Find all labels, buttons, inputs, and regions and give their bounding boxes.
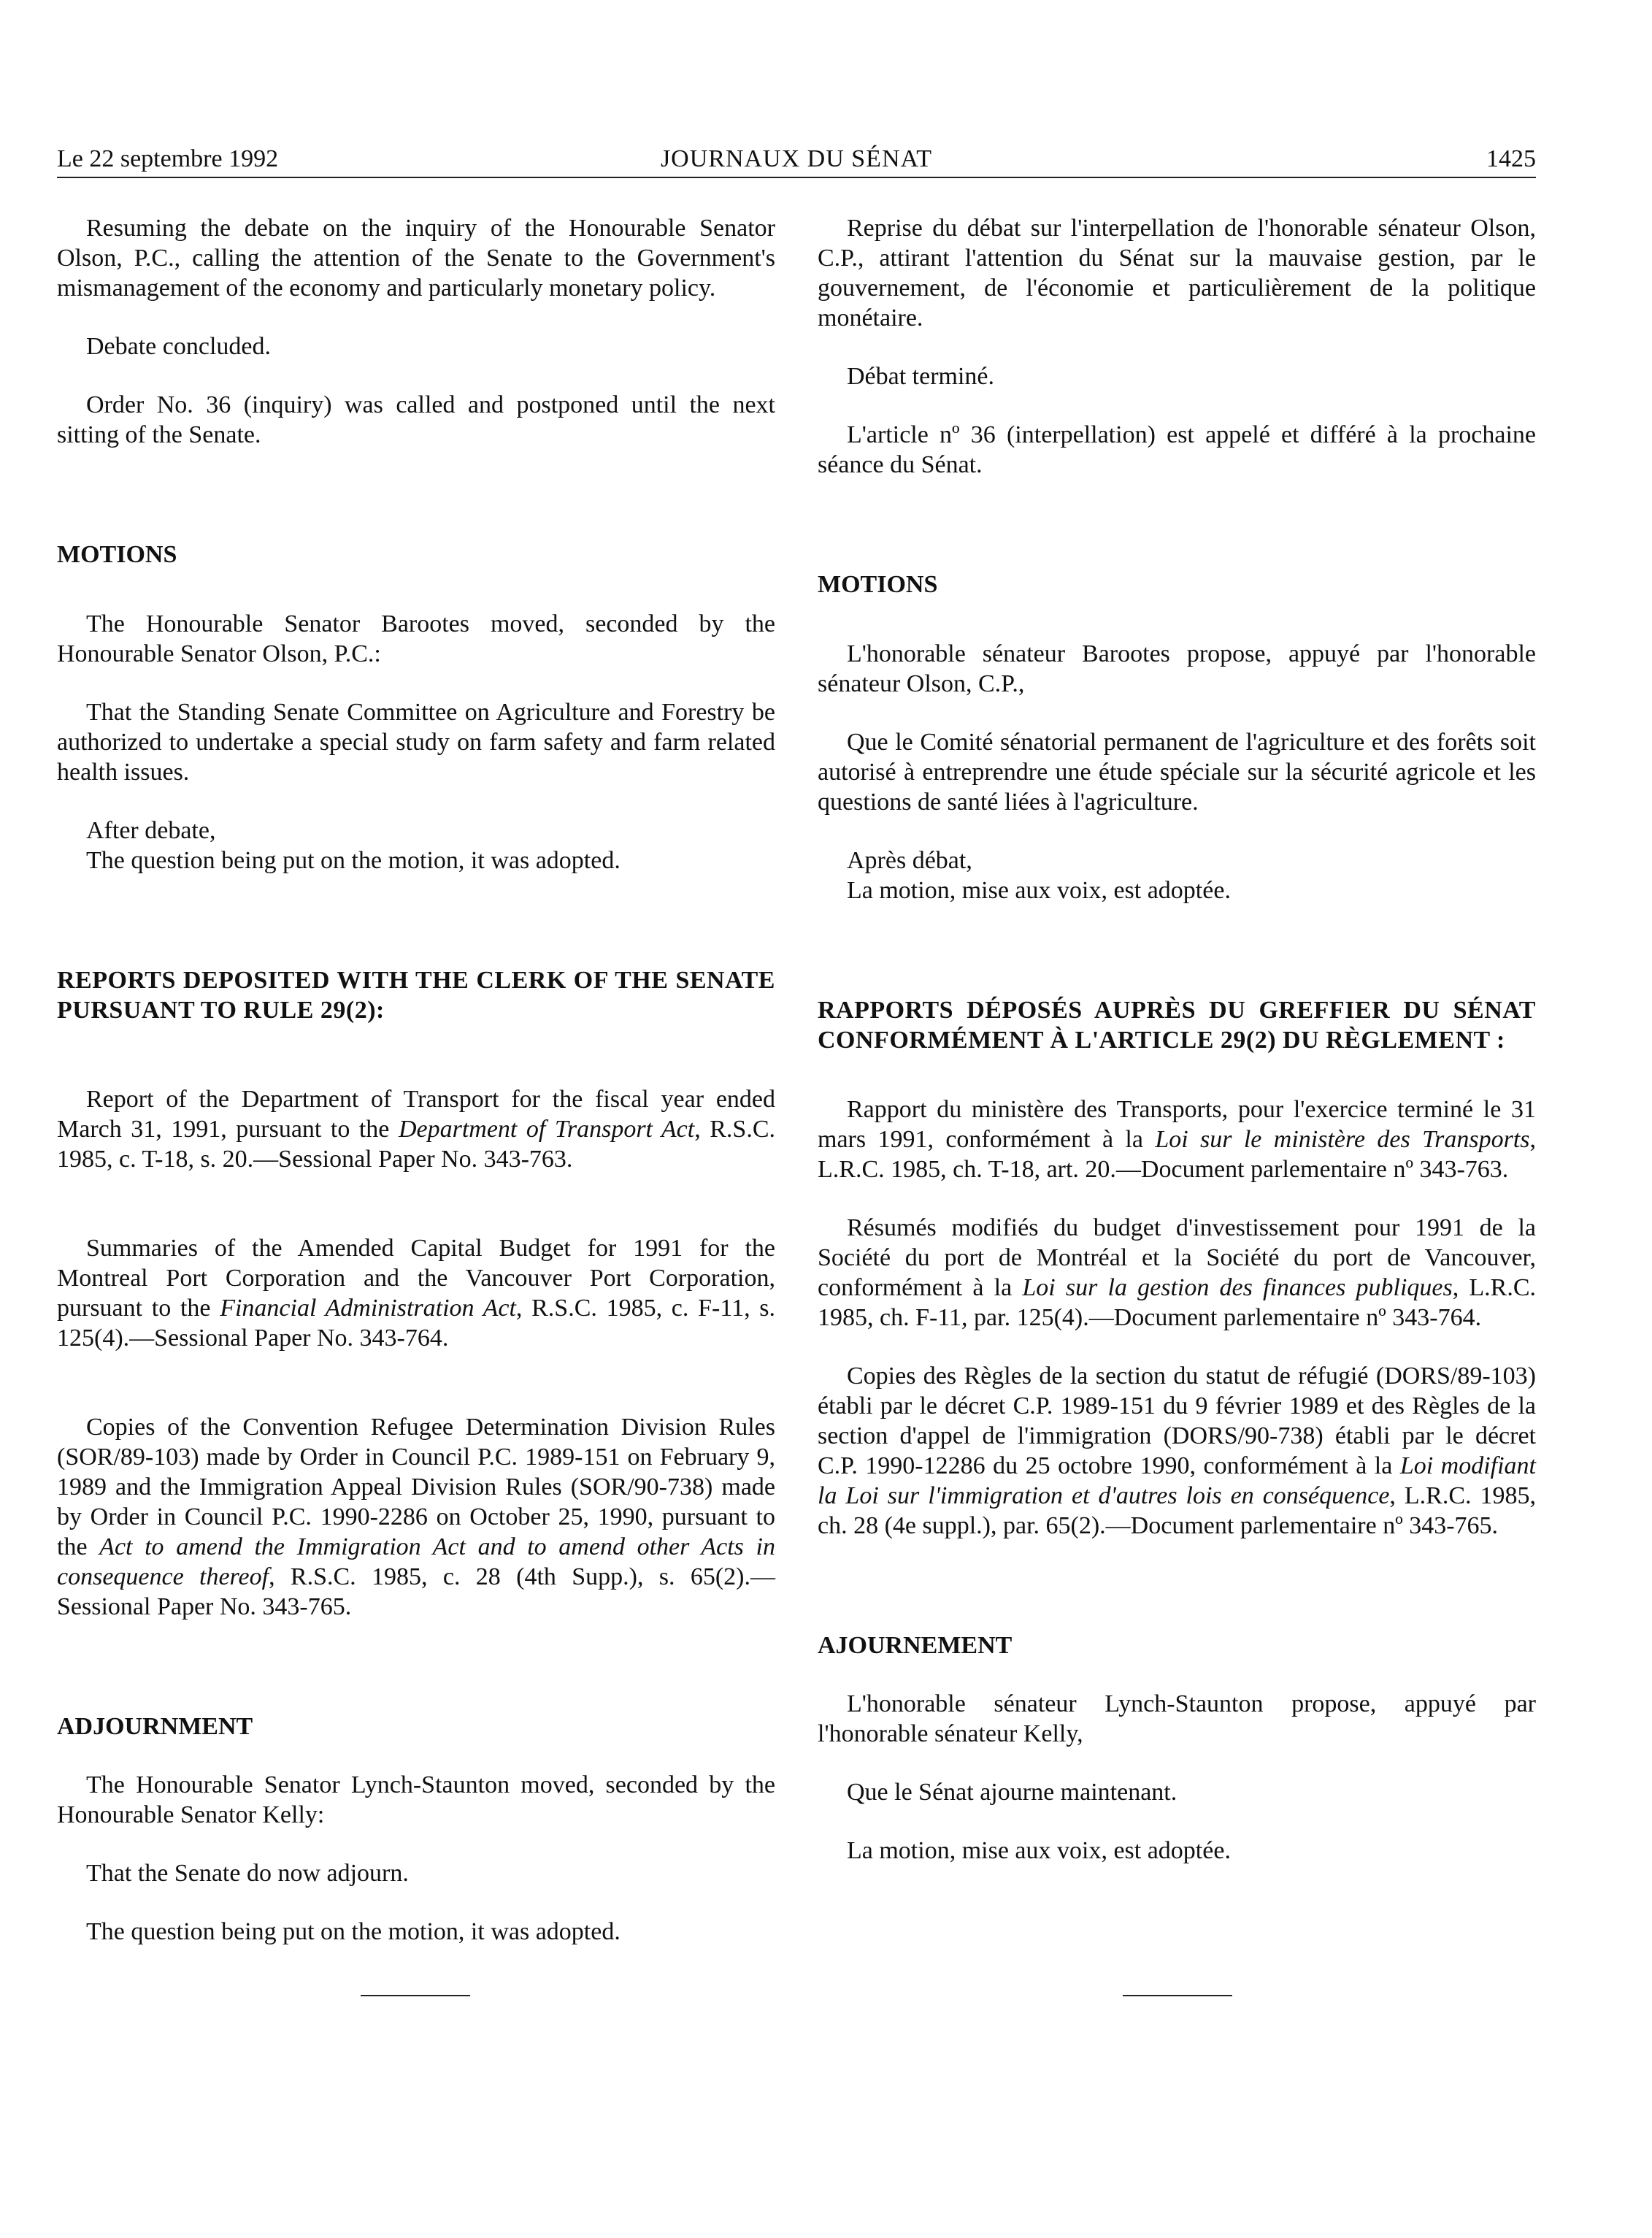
- fr-report-3-text: Copies des Règles de la section du statut de réfugié (DORS/89-103) établi par le décret C.P. 1989-151 du 9 février 1989 et des Règles de la section d'appel de l'immigration (DORS/90-738) établi par le décret C.P. 1990-12286 du 25 octobre 1990, conformément à la: [818, 1363, 1536, 1479]
- fr-end-rule: [1123, 1995, 1232, 1996]
- en-report-2: [57, 1233, 775, 1353]
- en-motion-adopted: The question being put on the motion, it was adopted.: [86, 847, 621, 874]
- fr-debate-resumed: Reprise du débat sur l'interpellation de l'honorable sénateur Olson, C.P., attirant l'attention du Sénat sur la mauvaise gestion, par le gouvernement, de l'économie et particulièrement de la politique monétaire.: [818, 215, 1536, 332]
- en-report-1-act: Department of Transport Act: [398, 1116, 695, 1143]
- en-report-1-text: Report of the Department of Transport for the fiscal year ended March 31, 1991, pursuant to the: [57, 1086, 775, 1143]
- fr-adjournment-heading: AJOURNEMENT: [818, 1632, 1013, 1659]
- fr-report-2: [818, 1213, 1536, 1333]
- en-motions-heading: MOTIONS: [57, 541, 177, 568]
- en-order-postponed: Order No. 36 (inquiry) was called and postponed until the next sitting of the Senate.: [57, 391, 775, 448]
- en-report-1: [57, 1084, 775, 1174]
- fr-reports-heading: RAPPORTS DÉPOSÉS AUPRÈS DU GREFFIER DU SÉNAT CONFORMÉMENT À L'ARTICLE 29(2) DU RÈGLEMENT :: [818, 997, 1536, 1054]
- en-adjournment-heading: ADJOURNMENT: [57, 1713, 253, 1740]
- fr-report-2-citation: , L.R.C. 1985, ch. F-11, par. 125(4).—Document parlementaire nº 343-764.: [818, 1274, 1537, 1331]
- french-column: [818, 213, 1536, 1866]
- en-after-debate: After debate,: [86, 817, 216, 844]
- header-date: Le 22 septembre 1992: [57, 145, 279, 172]
- en-motion-mover: The Honourable Senator Barootes moved, seconded by the Honourable Senator Olson, P.C.:: [57, 610, 775, 667]
- fr-report-2-act: Loi sur la gestion des finances publiques: [1022, 1274, 1453, 1301]
- en-report-1-citation: , R.S.C. 1985, c. T-18, s. 20.—Sessional Paper No. 343-763.: [57, 1116, 776, 1173]
- en-adjournment-mover: The Honourable Senator Lynch-Staunton moved, seconded by the Honourable Senator Kelly:: [57, 1771, 775, 1828]
- en-report-2-act: Financial Administration Act: [220, 1295, 516, 1322]
- fr-report-3-citation: , L.R.C. 1985, ch. 28 (4e suppl.), par. 65(2).—Document parlementaire nº 343-765.: [818, 1482, 1536, 1539]
- fr-report-3: [818, 1361, 1536, 1541]
- fr-motions-heading: MOTIONS: [818, 571, 938, 598]
- english-column: [57, 213, 775, 1947]
- en-report-3-text: Copies of the Convention Refugee Determination Division Rules (SOR/89-103) made by Order in Council P.C. 1989-151 on February 9, 1989 and the Immigration Appeal Division Rules (SOR/90-738) made by Order in Council P.C. 1990-2286 on October 25, 1990, pursuant to the: [57, 1414, 775, 1560]
- en-debate-concluded: Debate concluded.: [86, 333, 271, 360]
- fr-motion-adopted: La motion, mise aux voix, est adoptée.: [847, 877, 1231, 904]
- fr-after-debate: Après débat,: [847, 847, 972, 874]
- fr-debate-concluded: Débat terminé.: [847, 363, 995, 390]
- en-report-3-citation: , R.S.C. 1985, c. 28 (4th Supp.), s. 65(2).—Sessional Paper No. 343-765.: [57, 1563, 776, 1620]
- fr-report-2-text: Résumés modifiés du budget d'investissement pour 1991 de la Société du port de Montréal et la Société du port de Vancouver, conformément à la: [818, 1214, 1536, 1301]
- en-motion-text: That the Standing Senate Committee on Agriculture and Forestry be authorized to undertake a special study on farm safety and farm related health issues.: [57, 699, 775, 786]
- header-page-number: 1425: [1486, 145, 1536, 172]
- fr-adjournment-adopted: La motion, mise aux voix, est adoptée.: [847, 1837, 1231, 1864]
- fr-order-postponed: L'article nº 36 (interpellation) est appelé et différé à la prochaine séance du Sénat.: [818, 421, 1536, 478]
- fr-motion-text: Que le Comité sénatorial permanent de l'agriculture et des forêts soit autorisé à entreprendre une étude spéciale sur la sécurité agricole et les questions de santé liées à l'agriculture.: [818, 729, 1536, 816]
- en-adjournment-text: That the Senate do now adjourn.: [86, 1860, 409, 1887]
- en-report-3-act: Act to amend the Immigration Act and to amend other Acts in consequence thereof: [57, 1533, 775, 1590]
- running-head: [57, 143, 1536, 178]
- en-end-rule: [361, 1995, 470, 1996]
- fr-motion-mover: L'honorable sénateur Barootes propose, appuyé par l'honorable sénateur Olson, C.P.,: [818, 640, 1536, 697]
- fr-adjournment-mover: L'honorable sénateur Lynch-Staunton propose, appuyé par l'honorable sénateur Kelly,: [818, 1690, 1536, 1747]
- en-reports-heading: REPORTS DEPOSITED WITH THE CLERK OF THE SENATE PURSUANT TO RULE 29(2):: [57, 967, 775, 1024]
- fr-adjournment-text: Que le Sénat ajourne maintenant.: [847, 1779, 1177, 1806]
- header-journal-title: JOURNAUX DU SÉNAT: [660, 145, 933, 172]
- fr-report-1-act: Loi sur le ministère des Transports: [1155, 1126, 1530, 1153]
- fr-report-1: [818, 1095, 1536, 1184]
- en-adjournment-adopted: The question being put on the motion, it was adopted.: [86, 1918, 621, 1945]
- en-report-2-citation: , R.S.C. 1985, c. F-11, s. 125(4).—Sessional Paper No. 343-764.: [57, 1295, 776, 1352]
- fr-report-1-text: Rapport du ministère des Transports, pour l'exercice terminé le 31 mars 1991, conformément à la: [818, 1096, 1536, 1153]
- en-report-3: [57, 1412, 775, 1622]
- en-report-2-text: Summaries of the Amended Capital Budget for 1991 for the Montreal Port Corporation and the Vancouver Port Corporation, pursuant to the: [57, 1235, 775, 1322]
- en-debate-resumed: Resuming the debate on the inquiry of the Honourable Senator Olson, P.C., calling the attention of the Senate to the Government's mismanagement of the economy and particularly monetary policy.: [57, 215, 775, 302]
- fr-report-3-act: Loi modifiant la Loi sur l'immigration et d'autres lois en conséquence: [818, 1452, 1536, 1509]
- fr-report-1-citation: , L.R.C. 1985, ch. T-18, art. 20.—Document parlementaire nº 343-763.: [818, 1126, 1536, 1183]
